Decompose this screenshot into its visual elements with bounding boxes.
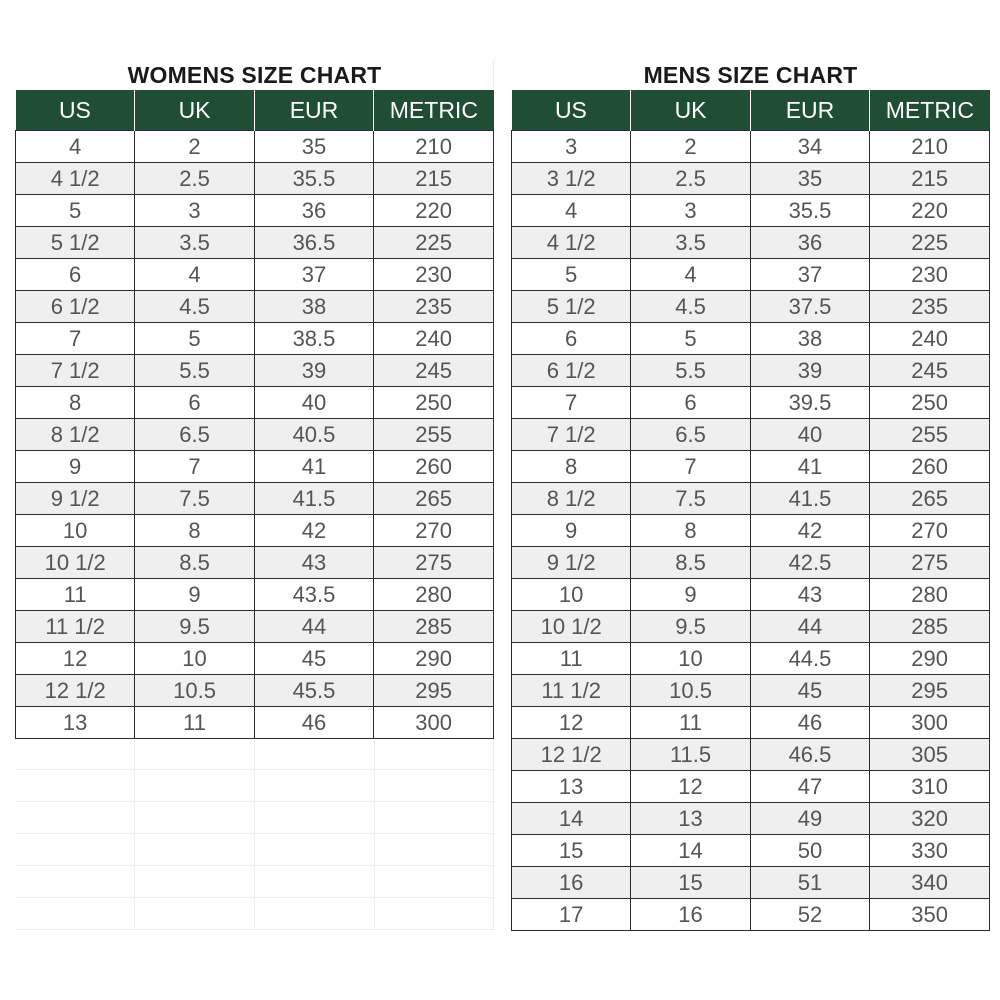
cell-uk: 5.5 [135,355,254,387]
womens-size-table [15,90,494,739]
cell-eur: 35 [254,131,373,163]
table-row [512,739,990,771]
cell-eur: 40 [750,419,869,451]
cell-eur: 41 [750,451,869,483]
cell-eur: 41.5 [750,483,869,515]
mens-table-body [512,131,990,931]
cell-eur: 42 [254,515,373,547]
cell-uk: 3 [631,195,750,227]
cell-metric: 350 [870,899,990,931]
cell-eur: 34 [750,131,869,163]
cell-us: 11 [16,579,135,611]
cell-metric: 235 [870,291,990,323]
table-row [16,483,494,515]
cell-uk: 3 [135,195,254,227]
cell-eur: 52 [750,899,869,931]
cell-metric: 215 [374,163,494,195]
cell-eur: 44.5 [750,643,869,675]
table-row [16,387,494,419]
cell-uk: 3.5 [135,227,254,259]
table-row [512,387,990,419]
cell-metric: 290 [374,643,494,675]
cell-eur: 45 [750,675,869,707]
cell-eur: 39 [254,355,373,387]
cell-uk: 5 [135,323,254,355]
table-row [16,227,494,259]
table-row [16,419,494,451]
cell-us: 10 [512,579,631,611]
cell-uk: 2.5 [631,163,750,195]
mens-chart-title: MENS SIZE CHART [643,62,858,88]
table-row [512,675,990,707]
cell-metric: 220 [374,195,494,227]
cell-metric: 260 [870,451,990,483]
cell-uk: 5 [631,323,750,355]
cell-metric: 250 [374,387,494,419]
cell-eur: 44 [254,611,373,643]
cell-metric: 285 [374,611,494,643]
cell-uk: 8 [135,515,254,547]
cell-eur: 44 [750,611,869,643]
cell-eur: 36 [254,195,373,227]
cell-us: 4 1/2 [512,227,631,259]
table-row [512,867,990,899]
cell-uk: 12 [631,771,750,803]
table-row [512,291,990,323]
cell-metric: 320 [870,803,990,835]
cell-us: 5 [16,195,135,227]
cell-metric: 305 [870,739,990,771]
table-row [16,355,494,387]
cell-uk: 15 [631,867,750,899]
cell-metric: 295 [870,675,990,707]
cell-us: 14 [512,803,631,835]
table-row [512,259,990,291]
cell-eur: 46.5 [750,739,869,771]
cell-us: 6 1/2 [512,355,631,387]
table-row [16,451,494,483]
table-row [16,515,494,547]
table-row [16,643,494,675]
cell-metric: 245 [870,355,990,387]
womens-header-eur: EUR [254,90,373,131]
cell-uk: 6 [631,387,750,419]
cell-us: 12 1/2 [512,739,631,771]
cell-eur: 49 [750,803,869,835]
cell-us: 10 1/2 [16,547,135,579]
cell-eur: 45 [254,643,373,675]
table-row [512,451,990,483]
cell-eur: 38.5 [254,323,373,355]
cell-metric: 270 [870,515,990,547]
cell-uk: 6 [135,387,254,419]
cell-metric: 255 [870,419,990,451]
cell-metric: 300 [870,707,990,739]
cell-us: 8 [512,451,631,483]
cell-eur: 50 [750,835,869,867]
sheet-gridlines [15,738,494,930]
cell-metric: 270 [374,515,494,547]
table-row [512,547,990,579]
cell-us: 17 [512,899,631,931]
cell-metric: 280 [870,579,990,611]
cell-metric: 265 [870,483,990,515]
cell-metric: 245 [374,355,494,387]
cell-eur: 35.5 [254,163,373,195]
cell-uk: 8 [631,515,750,547]
table-row [512,899,990,931]
mens-header-uk: UK [631,90,750,131]
table-row [512,227,990,259]
cell-us: 9 [16,451,135,483]
table-row [512,483,990,515]
cell-eur: 46 [254,707,373,739]
table-row [512,611,990,643]
cell-uk: 2.5 [135,163,254,195]
table-row [16,707,494,739]
table-row [16,547,494,579]
cell-us: 7 1/2 [512,419,631,451]
cell-eur: 45.5 [254,675,373,707]
cell-eur: 40.5 [254,419,373,451]
table-row [16,291,494,323]
cell-uk: 4 [631,259,750,291]
cell-uk: 9.5 [631,611,750,643]
cell-us: 4 [512,195,631,227]
cell-metric: 250 [870,387,990,419]
table-row [512,579,990,611]
cell-eur: 35 [750,163,869,195]
cell-uk: 16 [631,899,750,931]
mens-header-eur: EUR [750,90,869,131]
cell-uk: 7.5 [631,483,750,515]
cell-us: 7 [512,387,631,419]
cell-metric: 240 [870,323,990,355]
cell-uk: 13 [631,803,750,835]
table-row [512,355,990,387]
table-row [16,611,494,643]
cell-uk: 14 [631,835,750,867]
cell-us: 3 [512,131,631,163]
cell-uk: 6.5 [135,419,254,451]
cell-uk: 10.5 [135,675,254,707]
cell-metric: 290 [870,643,990,675]
cell-eur: 40 [254,387,373,419]
cell-eur: 38 [750,323,869,355]
cell-eur: 46 [750,707,869,739]
cell-us: 8 1/2 [512,483,631,515]
table-row [16,259,494,291]
cell-us: 5 1/2 [512,291,631,323]
cell-uk: 4.5 [135,291,254,323]
cell-eur: 35.5 [750,195,869,227]
cell-metric: 220 [870,195,990,227]
table-row [512,131,990,163]
womens-header-metric: METRIC [374,90,494,131]
cell-metric: 225 [374,227,494,259]
table-row [512,195,990,227]
cell-uk: 7.5 [135,483,254,515]
cell-eur: 43.5 [254,579,373,611]
cell-us: 13 [16,707,135,739]
cell-metric: 210 [870,131,990,163]
cell-metric: 235 [374,291,494,323]
cell-eur: 37.5 [750,291,869,323]
cell-metric: 285 [870,611,990,643]
cell-uk: 8.5 [135,547,254,579]
cell-uk: 3.5 [631,227,750,259]
cell-metric: 210 [374,131,494,163]
cell-us: 4 [16,131,135,163]
cell-eur: 38 [254,291,373,323]
cell-metric: 330 [870,835,990,867]
cell-eur: 47 [750,771,869,803]
cell-us: 12 [16,643,135,675]
womens-header-us: US [16,90,135,131]
cell-uk: 7 [135,451,254,483]
table-row [512,163,990,195]
cell-us: 12 1/2 [16,675,135,707]
mens-size-table [511,90,990,931]
cell-metric: 230 [374,259,494,291]
table-row [512,419,990,451]
cell-eur: 36 [750,227,869,259]
cell-us: 3 1/2 [512,163,631,195]
cell-uk: 8.5 [631,547,750,579]
cell-metric: 275 [374,547,494,579]
table-row [16,579,494,611]
cell-us: 5 1/2 [16,227,135,259]
mens-header-us: US [512,90,631,131]
cell-eur: 41.5 [254,483,373,515]
cell-us: 10 1/2 [512,611,631,643]
cell-metric: 300 [374,707,494,739]
cell-us: 8 [16,387,135,419]
cell-eur: 37 [254,259,373,291]
womens-header-row [16,90,494,131]
cell-uk: 11 [631,707,750,739]
cell-uk: 2 [135,131,254,163]
cell-uk: 5.5 [631,355,750,387]
cell-us: 9 1/2 [512,547,631,579]
cell-us: 11 1/2 [16,611,135,643]
cell-metric: 260 [374,451,494,483]
cell-us: 11 1/2 [512,675,631,707]
cell-eur: 42 [750,515,869,547]
mens-header-metric: METRIC [870,90,990,131]
cell-eur: 36.5 [254,227,373,259]
cell-uk: 11 [135,707,254,739]
cell-metric: 280 [374,579,494,611]
cell-us: 10 [16,515,135,547]
cell-eur: 51 [750,867,869,899]
table-row [512,707,990,739]
cell-uk: 11.5 [631,739,750,771]
cell-metric: 295 [374,675,494,707]
cell-uk: 9 [631,579,750,611]
table-row [16,131,494,163]
cell-eur: 41 [254,451,373,483]
table-row [16,675,494,707]
cell-metric: 275 [870,547,990,579]
cell-metric: 265 [374,483,494,515]
cell-us: 7 [16,323,135,355]
table-row [16,195,494,227]
cell-uk: 7 [631,451,750,483]
cell-metric: 230 [870,259,990,291]
cell-metric: 310 [870,771,990,803]
cell-uk: 4.5 [631,291,750,323]
cell-us: 6 [16,259,135,291]
table-row [512,515,990,547]
cell-eur: 43 [254,547,373,579]
table-row [512,323,990,355]
cell-us: 9 1/2 [16,483,135,515]
cell-eur: 39 [750,355,869,387]
cell-uk: 10 [631,643,750,675]
cell-eur: 42.5 [750,547,869,579]
cell-us: 11 [512,643,631,675]
cell-us: 15 [512,835,631,867]
mens-header-row [512,90,990,131]
cell-eur: 39.5 [750,387,869,419]
womens-table-body [16,131,494,739]
table-row [16,323,494,355]
cell-uk: 4 [135,259,254,291]
cell-us: 8 1/2 [16,419,135,451]
cell-metric: 340 [870,867,990,899]
cell-uk: 10 [135,643,254,675]
cell-us: 4 1/2 [16,163,135,195]
womens-header-uk: UK [135,90,254,131]
cell-us: 13 [512,771,631,803]
table-row [512,643,990,675]
cell-us: 6 1/2 [16,291,135,323]
cell-us: 7 1/2 [16,355,135,387]
womens-chart-title: WOMENS SIZE CHART [127,62,382,88]
cell-uk: 2 [631,131,750,163]
cell-eur: 37 [750,259,869,291]
cell-uk: 10.5 [631,675,750,707]
cell-us: 12 [512,707,631,739]
cell-metric: 225 [870,227,990,259]
cell-us: 9 [512,515,631,547]
cell-us: 6 [512,323,631,355]
cell-us: 5 [512,259,631,291]
table-row [512,803,990,835]
cell-metric: 240 [374,323,494,355]
table-row [512,771,990,803]
cell-metric: 255 [374,419,494,451]
table-row [512,835,990,867]
cell-us: 16 [512,867,631,899]
cell-eur: 43 [750,579,869,611]
cell-uk: 9.5 [135,611,254,643]
table-row [16,163,494,195]
cell-uk: 9 [135,579,254,611]
cell-uk: 6.5 [631,419,750,451]
cell-metric: 215 [870,163,990,195]
